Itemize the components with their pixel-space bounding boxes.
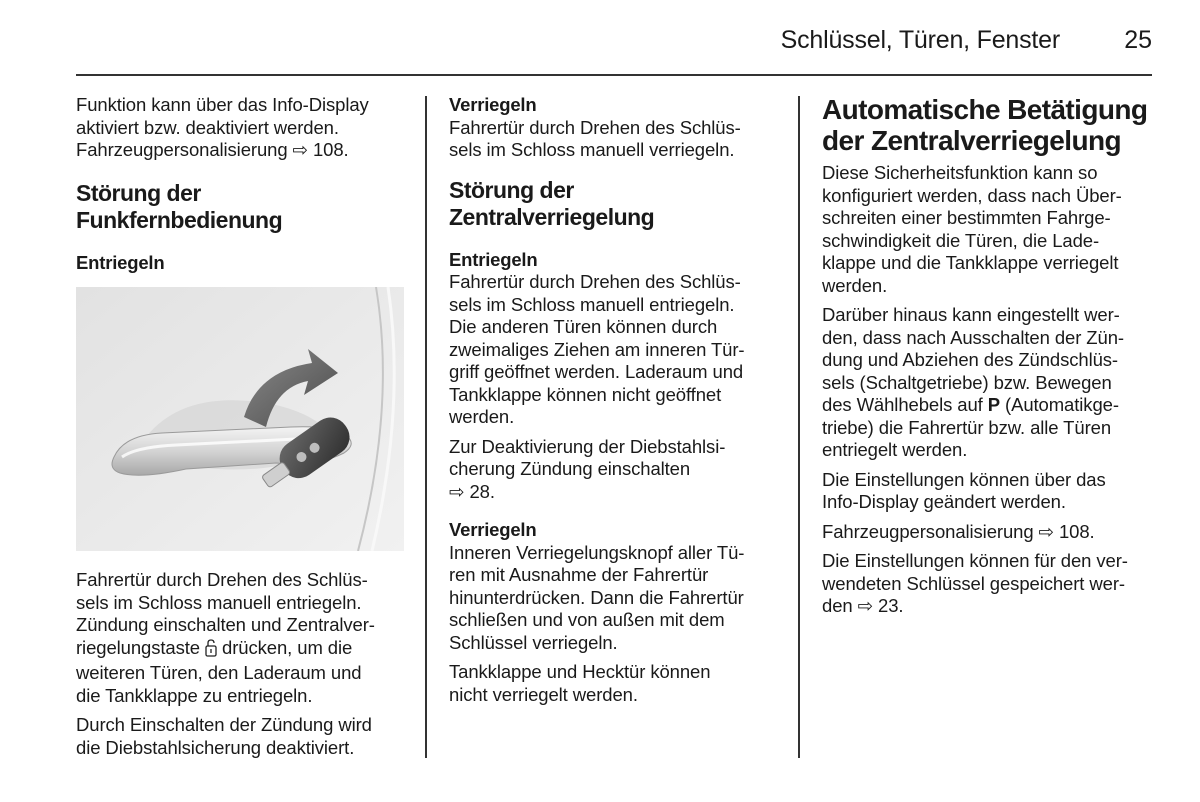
text-line: Inneren Verriegelungsknopf aller Tü- [449, 541, 745, 563]
text-line: cherung Zündung einschalten [449, 458, 691, 479]
text-line: dung und Abziehen des Zündschlüs- [822, 349, 1118, 370]
paragraph-manual-unlock [449, 271, 783, 429]
text-line: Tankklappe können nicht geöffnet [449, 383, 722, 405]
text-line: Zündung einschalten und Zentralver- [76, 614, 375, 635]
text-line: die Diebstahlsicherung deaktiviert. [76, 736, 355, 758]
paragraph-personalization-ref [822, 521, 1152, 544]
subheading-unlock: Entriegeln [76, 251, 165, 273]
text-line: Darüber hinaus kann eingestellt wer- [822, 304, 1120, 325]
paragraph-settings-display [822, 469, 1152, 514]
reference-arrow-icon: ⇨ [1038, 520, 1054, 542]
text-line: Diese Sicherheitsfunktion kann so [822, 162, 1098, 183]
text-line: wendeten Schlüssel gespeichert wer- [822, 572, 1125, 594]
text-line: drücken, um die [217, 636, 353, 658]
reference-arrow-icon: ⇨ [449, 480, 465, 502]
text-line: weiteren Türen, den Laderaum und [76, 662, 362, 683]
heading-automatic-locking [822, 94, 1152, 156]
text-line: triebe) die Fahrertür bzw. alle Türen [822, 416, 1112, 438]
page-reference-link[interactable]: 108. [1053, 520, 1095, 542]
subheading-unlock: Entriegeln [449, 248, 538, 270]
text-line: zweimaliges Ziehen am inneren Tür- [449, 338, 745, 360]
paragraph-key-memory [822, 550, 1152, 618]
text-line: (Automatikge- [999, 394, 1119, 415]
text-line: ren mit Ausnahme der Fahrertür [449, 564, 709, 585]
heading-central-locking-failure: Störung der Zentralverriegelung [449, 176, 655, 230]
text-line: Fahrzeugpersonalisierung [76, 139, 293, 160]
heading-line: der Zentralverriegelung [822, 125, 1121, 156]
column-divider-2 [798, 96, 800, 758]
page-number: 25 [1124, 26, 1152, 54]
heading-remote-failure: Störung der Funkfernbedienung [76, 179, 283, 233]
text-line: Fahrertür durch Drehen des Schlüs- [449, 271, 741, 292]
text-line: Tankklappe und Hecktür können [449, 661, 711, 682]
paragraph-lock-procedure [449, 542, 783, 655]
column-1 [76, 94, 410, 766]
text-line: den, dass nach Ausschalten der Zün- [822, 326, 1124, 348]
text-line: des Wählhebels auf [822, 394, 988, 415]
column-divider-1 [425, 96, 427, 758]
paragraph-speed-locking [822, 162, 1152, 297]
text-line: sels (Schaltgetriebe) bzw. Bewegen [822, 371, 1112, 393]
heading-line: Automatische Betätigung [822, 94, 1148, 125]
text-line: nicht verriegelt werden. [449, 683, 638, 705]
text-line: schreiten einer bestimmten Fahrge- [822, 207, 1111, 228]
intro-paragraph [76, 94, 410, 162]
page-reference-link[interactable]: 108. [307, 139, 349, 160]
subheading-lock: Verriegeln [449, 94, 537, 115]
column-2 [449, 94, 783, 713]
paragraph-fuel-flap-note [449, 661, 783, 706]
paragraph-deactivate-immobilizer [449, 436, 783, 504]
text-line: die Tankklappe zu entriegeln. [76, 684, 313, 706]
page-reference-link[interactable]: 28. [464, 480, 495, 502]
reference-arrow-icon: ⇨ [292, 139, 308, 160]
text-line: sels im Schloss manuell entriegeln. [449, 293, 735, 315]
paragraph-unlock-instructions [76, 569, 410, 707]
door-handle-key-illustration [76, 287, 404, 551]
section-title: Schlüssel, Türen, Fenster [780, 26, 1060, 54]
text-line: sels im Schloss manuell verriegeln. [449, 139, 735, 160]
text-line: werden. [449, 406, 515, 427]
reference-arrow-icon: ⇨ [857, 595, 874, 616]
text-line: Info-Display geändert werden. [822, 491, 1066, 512]
page-reference-link[interactable]: 23. [873, 595, 904, 616]
text-line: Die anderen Türen können durch [449, 316, 718, 337]
column-3 [822, 94, 1152, 625]
text-line: aktiviert bzw. deaktiviert werden. [76, 116, 339, 138]
text-line: werden. [822, 274, 888, 296]
text-line: Die Einstellungen können über das [822, 468, 1106, 490]
paragraph-auto-unlock [822, 304, 1152, 462]
subheading-lock: Verriegeln [449, 519, 537, 540]
text-line: den [822, 595, 858, 616]
text-line: Zur Deaktivierung der Diebstahlsi- [449, 435, 726, 457]
text-line: griff geöffnet werden. Laderaum und [449, 361, 744, 382]
text-line: Schlüssel verriegeln. [449, 631, 618, 653]
text-line: Durch Einschalten der Zündung wird [76, 714, 372, 735]
text-line: Fahrertür durch Drehen des Schlüs- [76, 569, 368, 590]
text-line: schwindigkeit die Türen, die Lade- [822, 229, 1100, 251]
text-line: Fahrzeugpersonalisierung [822, 520, 1039, 542]
text-line: Fahrertür durch Drehen des Schlüs- [449, 116, 741, 138]
text-line: riegelungstaste [76, 636, 206, 658]
text-line: klappe und die Tankklappe verriegelt [822, 252, 1119, 273]
unlock-padlock-icon [205, 639, 217, 663]
text-line: sels im Schloss manuell entriegeln. [76, 591, 362, 613]
header-divider [76, 74, 1152, 76]
text-line: Funktion kann über das Info-Display [76, 94, 369, 115]
text-line: hinunterdrücken. Dann die Fahrertür [449, 586, 744, 608]
text-line: schließen und von außen mit dem [449, 609, 725, 630]
paragraph-immobilizer [76, 714, 410, 759]
gear-position-p: P [987, 394, 1000, 415]
paragraph-manual-lock [449, 117, 783, 162]
text-line: entriegelt werden. [822, 439, 968, 460]
text-line: Die Einstellungen können für den ver- [822, 550, 1128, 571]
text-line: konfiguriert werden, dass nach Über- [822, 184, 1122, 206]
